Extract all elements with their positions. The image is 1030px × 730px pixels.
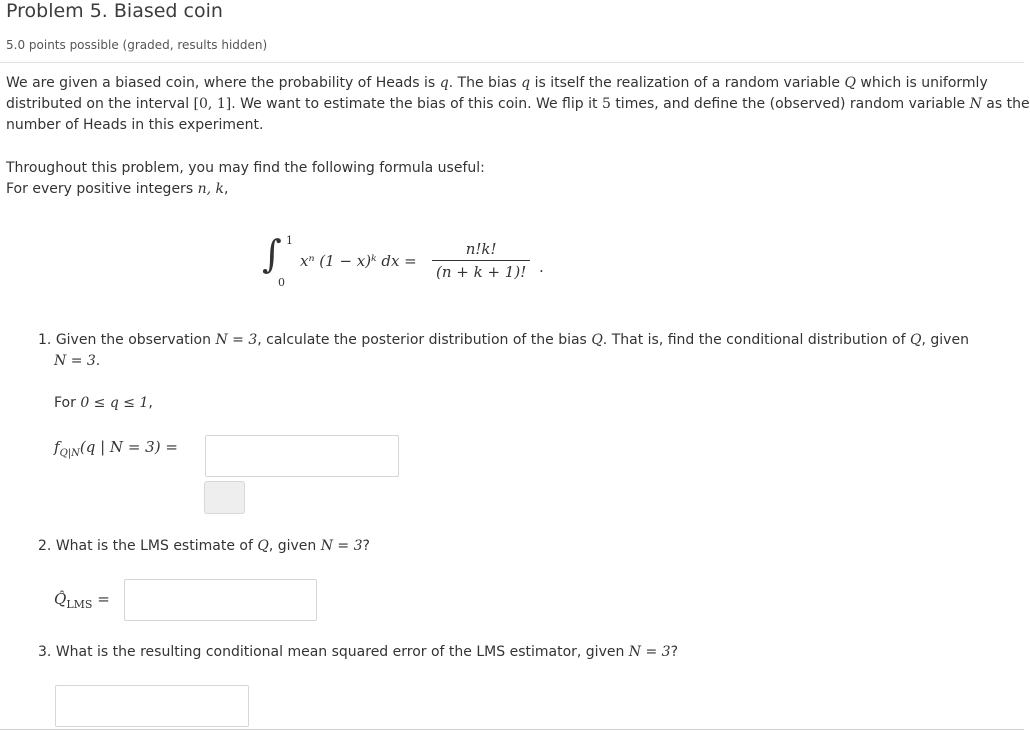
intro-line-3: number of Heads in this experiment. (6, 117, 264, 133)
q1-preview-button[interactable] (204, 481, 245, 514)
q1-answer-input[interactable] (205, 435, 399, 477)
lower-bound: 0 (278, 276, 285, 289)
question-1: 1. Given the observation N = 3, calculate the posterior distribution of the bias Q. That is, find the conditional distribution of Q, given (38, 332, 969, 348)
q1-lhs: $f_{Q|N}(q$ | N = 3) = (54, 438, 178, 459)
formula-intro-2: For every positive integers n, k, (6, 181, 229, 197)
integrand: xⁿ (1 − x)ᵏ dx = (300, 252, 417, 270)
q3-answer-input[interactable] (55, 685, 249, 727)
points-meta: 5.0 points possible (graded, results hidden) (6, 38, 268, 52)
q2-lhs: $Q̂_{LMS}$ = (54, 590, 110, 611)
fraction: $\frac{n!k!}{(n + k + 1)!}$ (432, 240, 530, 281)
divider (0, 62, 1024, 63)
question-3: 3. What is the resulting conditional mean squared error of the LMS estimator, given N = 3? (38, 644, 679, 660)
formula-intro-1: Throughout this problem, you may find the following formula useful: (6, 160, 485, 176)
problem-title: Problem 5. Biased coin (6, 0, 223, 22)
upper-bound: 1 (286, 234, 293, 247)
q1-range: For 0 ≤ q ≤ 1, (54, 395, 153, 411)
intro-line-2: distributed on the interval [0, 1]. We want to estimate the bias of this coin. We flip it 5 times, and define the (observed) random variable N as the (6, 96, 1030, 112)
question-2: 2. What is the LMS estimate of Q, given N = 3? (38, 538, 370, 554)
integral-sign: ∫ (262, 232, 282, 276)
intro-line-1: We are given a biased coin, where the probability of Heads is q. The bias q is itself the realization of a random variable Q which is uniformly (6, 75, 988, 91)
question-1-line-2: N = 3. (54, 353, 101, 369)
q2-answer-input[interactable] (124, 579, 317, 621)
